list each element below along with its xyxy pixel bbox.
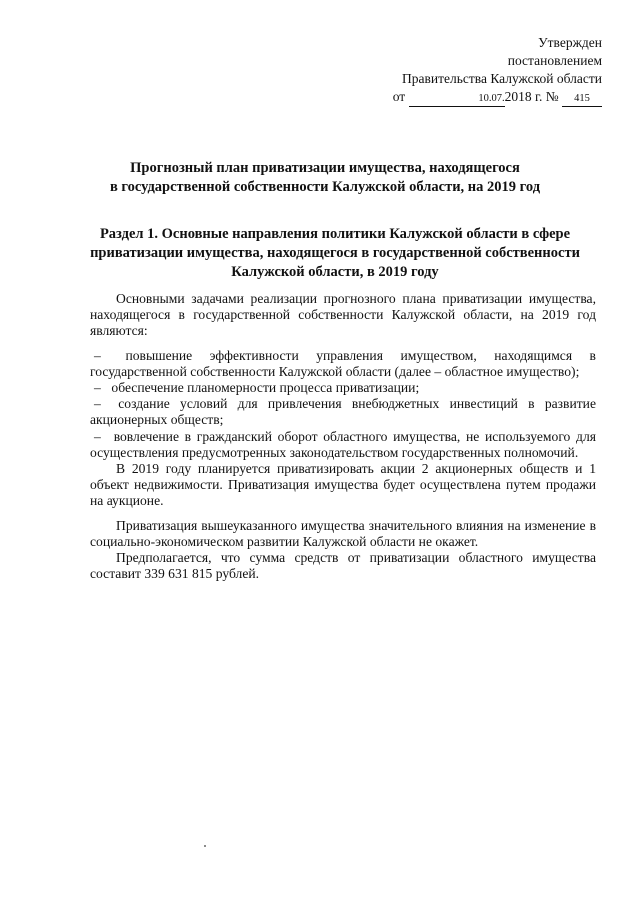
intro-paragraph: Основными задачами реализации прогнозного плана приватизации имущества, находящегося в государственной собственности Калужской области, на 2019 год являются: bbox=[90, 291, 596, 339]
section-body bbox=[90, 291, 596, 582]
list-item-text: обеспечение планомерности процесса приватизации; bbox=[111, 380, 420, 396]
list-item-text: повышение эффективности управления имуществом, находящимся в государственной собственности Калужской области (далее – областное имущество); bbox=[90, 347, 596, 379]
scan-speck bbox=[204, 845, 206, 847]
approval-stamp bbox=[362, 34, 602, 107]
approval-line-resolution: постановлением bbox=[507, 53, 602, 68]
approval-date-number-line bbox=[362, 88, 602, 107]
plan-paragraph: В 2019 году планируется приватизировать акции 2 акционерных обществ и 1 объект недвижимости. Приватизация имущества будет осуществлена путем продажи на аукционе. bbox=[90, 461, 596, 509]
approval-line-government: Правительства Калужской области bbox=[401, 71, 602, 86]
section-heading-line-1: Раздел 1. Основные направления политики Калужской области в сфере bbox=[99, 226, 571, 242]
list-item-text: создание условий для привлечения внебюджетных инвестиций в развитие акционерных обществ; bbox=[90, 396, 596, 428]
section-heading-line-3: Калужской области, в 2019 году bbox=[231, 264, 439, 280]
document-title-line-1: Прогнозный план приватизации имущества, находящегося bbox=[130, 160, 520, 176]
list-item bbox=[90, 348, 596, 380]
approval-date-prefix: от bbox=[392, 89, 406, 104]
list-item bbox=[90, 396, 596, 428]
list-dash: – bbox=[94, 347, 101, 363]
approval-line-approved: Утвержден bbox=[538, 35, 602, 50]
list-item bbox=[90, 429, 596, 461]
approval-year-text: 2018 г. № bbox=[504, 89, 559, 104]
impact-paragraph: Приватизация вышеуказанного имущества значительного влияния на изменение в социально-экономическом развитии Калужской области не окажет. bbox=[90, 517, 596, 549]
list-dash: – bbox=[94, 380, 101, 396]
approval-date-value: 10.07. bbox=[409, 92, 505, 107]
expected-sum-paragraph: Предполагается, что сумма средств от приватизации областного имущества составит 339 631 815 рублей. bbox=[90, 550, 596, 582]
section-heading-line-2: приватизации имущества, находящегося в государственной собственности bbox=[90, 245, 580, 261]
list-item-text: вовлечение в гражданский оборот областного имущества, не используемого для осуществления предусмотренных законодательством государственных полномочий. bbox=[90, 428, 596, 460]
list-item bbox=[90, 380, 596, 396]
list-dash: – bbox=[94, 396, 101, 412]
document-title bbox=[60, 159, 590, 197]
list-dash: – bbox=[94, 428, 101, 444]
document-title-line-2: в государственной собственности Калужской области, на 2019 год bbox=[109, 179, 541, 195]
approval-number-value: 415 bbox=[562, 92, 602, 107]
section-heading bbox=[70, 225, 600, 282]
